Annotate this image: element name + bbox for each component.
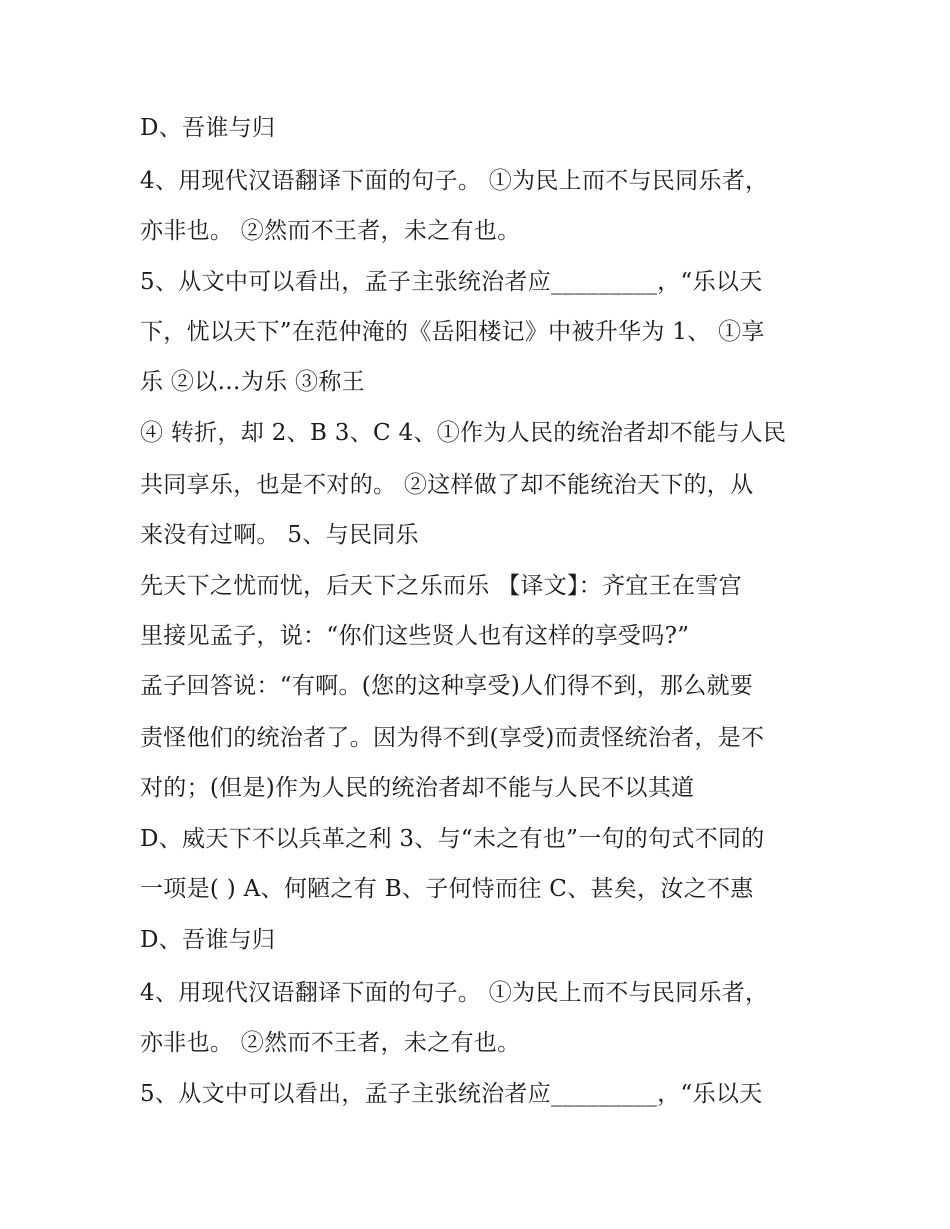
text-line: 亦非也。 ②然而不王者，未之有也。 bbox=[140, 1030, 521, 1056]
text-line: 先天下之忧而忧，后天下之乐而乐 【译文】：齐宜王在雪宫 bbox=[140, 573, 742, 599]
text-line: 5、从文中可以看出，孟子主张统治者应_________，“乐以天 bbox=[140, 1081, 763, 1107]
text-line: 共同享乐，也是不对的。 ②这样做了却不能统治天下的，从 bbox=[140, 472, 754, 498]
text-line: 对的；(但是)作为人民的统治者却不能与人民不以其道 bbox=[140, 775, 695, 801]
text-line: 一项是( ) A、何陋之有 B、子何恃而往 C、甚矣，汝之不惠 bbox=[140, 876, 754, 902]
text-line: 4、用现代汉语翻译下面的句子。 ①为民上而不与民同乐者， bbox=[140, 168, 769, 194]
text-line: 责怪他们的统治者了。因为得不到(享受)而责怪统治者，是不 bbox=[140, 725, 765, 751]
text-line: 亦非也。 ②然而不王者，未之有也。 bbox=[140, 218, 521, 244]
text-line: D、威天下不以兵革之利 3、与“未之有也”一句的句式不同的 bbox=[140, 826, 765, 852]
text-line: 来没有过啊。 5、与民同乐 bbox=[140, 522, 419, 548]
text-line: 5、从文中可以看出，孟子主张统治者应_________，“乐以天 bbox=[140, 269, 763, 295]
text-line: 孟子回答说：“有啊。(您的这种享受)人们得不到，那么就要 bbox=[140, 673, 754, 699]
text-line: D、吾谁与归 bbox=[140, 115, 276, 141]
text-line: 下，忧以天下”在范仲淹的《岳阳楼记》中被升华为 1、 ①享 bbox=[140, 319, 765, 345]
text-line: 里接见孟子，说：“你们这些贤人也有这样的享受吗?” bbox=[140, 623, 690, 649]
text-line: D、吾谁与归 bbox=[140, 927, 276, 953]
text-line: 乐 ②以…为乐 ③称王 bbox=[140, 369, 365, 395]
text-line: 4、用现代汉语翻译下面的句子。 ①为民上而不与民同乐者， bbox=[140, 980, 769, 1006]
text-line: ④ 转折，却 2、B 3、C 4、①作为人民的统治者却不能与人民 bbox=[140, 420, 787, 446]
